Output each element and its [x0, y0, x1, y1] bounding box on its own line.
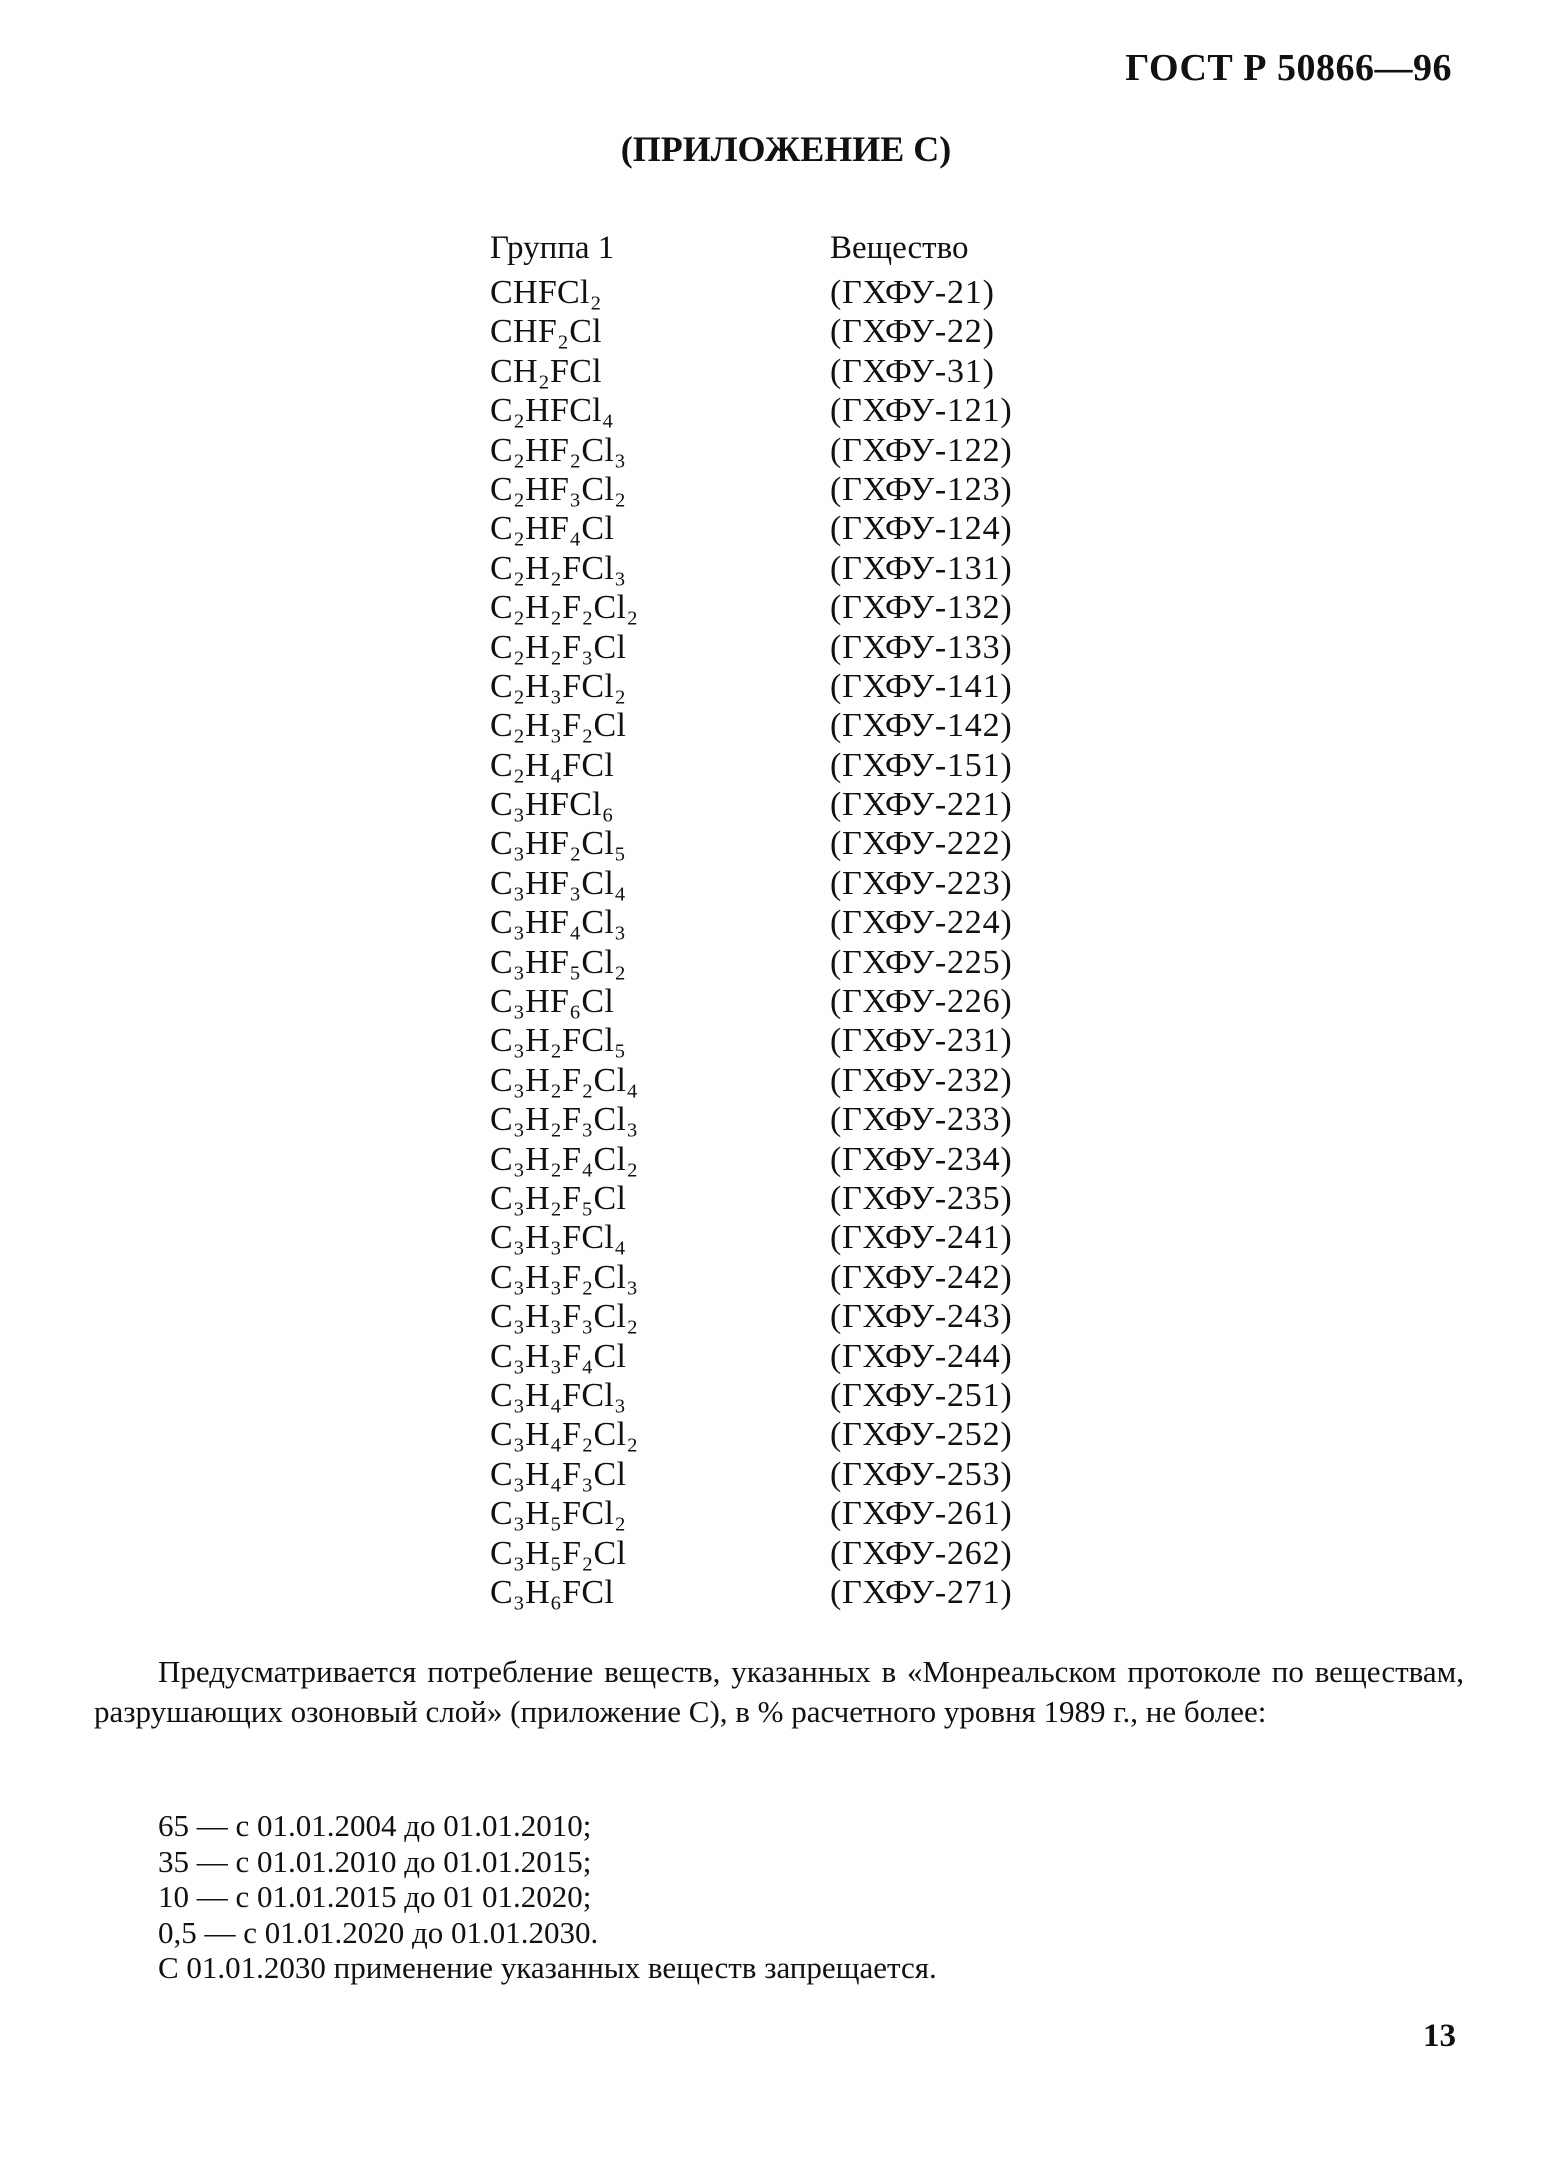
formula-cell: C₃H₃F₄Cl [490, 1337, 627, 1375]
substance-code-cell: (ГХФУ-253) [830, 1455, 1013, 1493]
formula-cell: C₃HF₅Cl₂ [490, 943, 627, 981]
table-row [490, 589, 1110, 628]
formula-cell: C₃H₄F₃Cl [490, 1455, 627, 1493]
table-row [490, 904, 1110, 943]
table-row [490, 1298, 1110, 1337]
table-row [490, 1101, 1110, 1140]
substance-code-cell: (ГХФУ-21) [830, 274, 995, 311]
table-row [490, 510, 1110, 549]
substance-code-cell: (ГХФУ-222) [830, 825, 1013, 863]
formula-cell: C₃H₃F₃Cl₂ [490, 1298, 639, 1336]
substance-code-cell: (ГХФУ-251) [830, 1376, 1013, 1414]
table-row [490, 1062, 1110, 1101]
table-row [490, 550, 1110, 589]
substance-code-cell: (ГХФУ-141) [830, 667, 1013, 705]
formula-cell: C₃H₅F₂Cl [490, 1534, 627, 1572]
table-row [490, 707, 1110, 746]
standard-code: ГОСТ Р 50866—96 [1125, 47, 1452, 89]
substance-code-cell: (ГХФУ-132) [830, 589, 1013, 627]
schedule-line: 0,5 — с 01.01.2020 до 01.01.2030. [158, 1914, 599, 1950]
consumption-paragraph: Предусматривается потребление веществ, указанных в «Монреальском протоколе по веществам, разрушающих озоновый слой» (приложение С), в % расчетного уровня 1989 г., не более: [94, 1654, 1464, 1729]
formula-cell: C₃HFCl₆ [490, 786, 615, 824]
substance-code-cell: (ГХФУ-262) [830, 1534, 1013, 1572]
formula-cell: C₃H₂F₄Cl₂ [490, 1140, 639, 1178]
table-row [490, 1219, 1110, 1258]
substance-code-cell: (ГХФУ-244) [830, 1337, 1013, 1375]
formula-cell: C₃H₅FCl₂ [490, 1495, 627, 1533]
formula-cell: C₃HF₄Cl₃ [490, 904, 627, 942]
substance-code-cell: (ГХФУ-225) [830, 943, 1013, 981]
formula-cell: C₂H₄FCl [490, 746, 615, 784]
substance-code-cell: (ГХФУ-231) [830, 1022, 1013, 1060]
substance-code-cell: (ГХФУ-133) [830, 628, 1013, 666]
substance-code-cell: (ГХФУ-221) [830, 786, 1013, 824]
table-header [490, 230, 1110, 274]
substance-code-cell: (ГХФУ-242) [830, 1258, 1013, 1296]
formula-cell: C₃H₃FCl₄ [490, 1219, 627, 1257]
table-row [490, 353, 1110, 392]
formula-cell: C₃HF₂Cl₅ [490, 825, 627, 863]
formula-cell: CHF₂Cl [490, 313, 602, 351]
substance-code-cell: (ГХФУ-243) [830, 1298, 1013, 1336]
table-row [490, 1495, 1110, 1534]
formula-cell: C₃H₂F₂Cl₄ [490, 1061, 639, 1099]
group-header: Группа 1 [490, 230, 615, 266]
table-row [490, 786, 1110, 825]
substance-code-cell: (ГХФУ-124) [830, 510, 1013, 548]
table-row [490, 1022, 1110, 1061]
table-row [490, 1574, 1110, 1613]
schedule-line: 65 — с 01.01.2004 до 01.01.2010; [158, 1808, 592, 1843]
substance-code-cell: (ГХФУ-22) [830, 313, 995, 351]
table-row [490, 1338, 1110, 1377]
formula-cell: CH₂FCl [490, 352, 602, 390]
table-row [490, 1535, 1110, 1574]
substance-code-cell: (ГХФУ-271) [830, 1573, 1013, 1611]
schedule-line: 10 — с 01.01.2015 до 01 01.2020; [158, 1879, 592, 1914]
table-row [490, 747, 1110, 786]
table-row [490, 865, 1110, 904]
schedule-line: С 01.01.2030 применение указанных веществ запрещается. [158, 1950, 937, 1985]
table-row [490, 983, 1110, 1022]
formula-cell: C₂H₃F₂Cl [490, 707, 627, 745]
appendix-title: (ПРИЛОЖЕНИЕ С) [620, 129, 952, 169]
page-number: 13 [1423, 2018, 1456, 2054]
table-row [490, 629, 1110, 668]
substance-code-cell: (ГХФУ-261) [830, 1495, 1013, 1533]
table-body [490, 274, 1110, 1613]
table-row [490, 1259, 1110, 1298]
phase-out-schedule [158, 1808, 1458, 1986]
schedule-line: 35 — с 01.01.2010 до 01.01.2015; [158, 1843, 592, 1879]
substance-code-cell: (ГХФУ-252) [830, 1416, 1013, 1454]
substance-code-cell: (ГХФУ-224) [830, 904, 1013, 942]
formula-cell: C₃HF₃Cl₄ [490, 864, 627, 902]
table-row [490, 1377, 1110, 1416]
substance-code-cell: (ГХФУ-121) [830, 392, 1013, 430]
table-row [490, 825, 1110, 864]
table-row [490, 274, 1110, 313]
formula-cell: C₃H₂FCl₅ [490, 1022, 627, 1060]
formula-cell: C₃H₆FCl [490, 1573, 615, 1611]
formula-cell: C₃HF₆Cl [490, 983, 615, 1021]
substance-code-cell: (ГХФУ-223) [830, 864, 1013, 902]
substance-code-cell: (ГХФУ-235) [830, 1179, 1013, 1217]
table-row [490, 1456, 1110, 1495]
table-row [490, 668, 1110, 707]
substance-code-cell: (ГХФУ-142) [830, 707, 1013, 745]
substance-code-cell: (ГХФУ-234) [830, 1140, 1013, 1178]
substance-header: Вещество [830, 230, 969, 266]
formula-cell: C₂HFCl₄ [490, 392, 615, 430]
substance-code-cell: (ГХФУ-232) [830, 1061, 1013, 1099]
formula-cell: C₂H₂F₂Cl₂ [490, 589, 639, 627]
formula-cell: C₃H₄F₂Cl₂ [490, 1416, 639, 1454]
formula-cell: C₂HF₂Cl₃ [490, 431, 627, 469]
substance-code-cell: (ГХФУ-233) [830, 1101, 1013, 1139]
substance-code-cell: (ГХФУ-123) [830, 470, 1013, 508]
substance-code-cell: (ГХФУ-241) [830, 1219, 1013, 1257]
formula-cell: C₃H₄FCl₃ [490, 1376, 627, 1414]
table-row [490, 1416, 1110, 1455]
table-row [490, 392, 1110, 431]
formula-cell: C₂HF₃Cl₂ [490, 470, 627, 508]
substance-table [490, 230, 1110, 1613]
table-row [490, 313, 1110, 352]
substance-code-cell: (ГХФУ-226) [830, 983, 1013, 1021]
table-row [490, 944, 1110, 983]
formula-cell: C₃H₃F₂Cl₃ [490, 1258, 639, 1296]
table-row [490, 1141, 1110, 1180]
table-row [490, 1180, 1110, 1219]
formula-cell: C₂H₂F₃Cl [490, 628, 627, 666]
formula-cell: C₂H₃FCl₂ [490, 667, 627, 705]
formula-cell: CHFCl₂ [490, 274, 602, 311]
formula-cell: C₂H₂FCl₃ [490, 549, 627, 587]
substance-code-cell: (ГХФУ-131) [830, 549, 1013, 587]
formula-cell: C₂HF₄Cl [490, 510, 615, 548]
formula-cell: C₃H₂F₅Cl [490, 1179, 627, 1217]
table-row [490, 432, 1110, 471]
substance-code-cell: (ГХФУ-31) [830, 352, 995, 390]
substance-code-cell: (ГХФУ-151) [830, 746, 1013, 784]
substance-code-cell: (ГХФУ-122) [830, 431, 1013, 469]
formula-cell: C₃H₂F₃Cl₃ [490, 1101, 639, 1139]
table-row [490, 471, 1110, 510]
